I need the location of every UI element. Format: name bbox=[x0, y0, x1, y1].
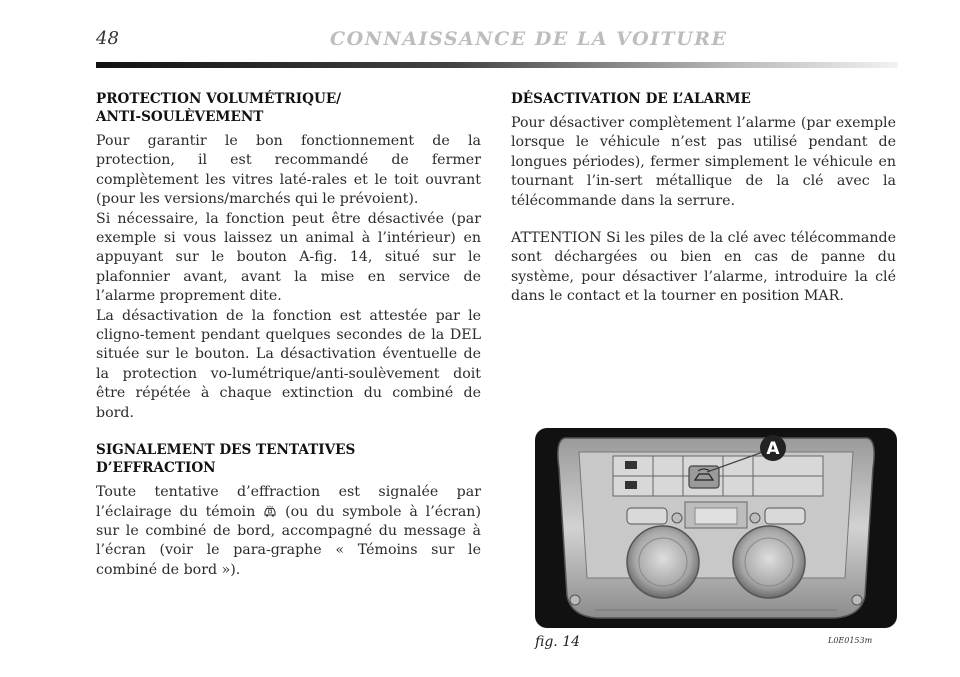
heading-line: SIGNALEMENT DES TENTATIVES bbox=[96, 442, 356, 459]
text-span: (ou du symbole à l’écran) sur le combiné de bord, accompagné du message à l’écran (voir le para-graphe « Témoins sur le combiné de bord »). bbox=[96, 503, 481, 578]
heading-intrusion-signal bbox=[96, 441, 481, 477]
heading-alarm-deactivation: DÉSACTIVATION DE L’ALARME bbox=[511, 91, 751, 107]
page-number: 48 bbox=[96, 28, 119, 49]
paragraph bbox=[96, 483, 481, 580]
paragraph: Pour garantir le bon fonctionnement de la protection, il est recommandé de fermer complètement les vitres laté-rales et le toit ouvrant (pour les versions/marchés qui le prévoient). bbox=[96, 133, 481, 208]
ceiling-console-illustration bbox=[535, 428, 897, 628]
callout-a bbox=[760, 435, 786, 461]
paragraph: Pour désactiver complètement l’alarme (par exemple lorsque le véhicule n’est pas utilisé pendant de longues périodes), fermer simplement le véhicule en tournant l’in-sert métallique de la clé avec la télécommande dans la serrure. bbox=[511, 115, 896, 209]
paragraph: Si nécessaire, la fonction peut être désactivée (par exemple si vous laissez un animal à l’intérieur) en appuyant sur le bouton A-fig. 14, situé sur le plafonnier avant, avant la mise en service de l’alarme proprement dite. bbox=[96, 210, 481, 305]
left-column bbox=[96, 90, 481, 580]
paragraph-attention: ATTENTION Si les piles de la clé avec télécommande sont déchargées ou bien en cas de panne du système, pour désactiver l’alarme, introduire la clé dans le contact et la tourner en position MAR. bbox=[511, 230, 896, 305]
figure-ceiling-console bbox=[535, 428, 897, 628]
right-column bbox=[511, 90, 896, 307]
figure-caption: fig. 14 bbox=[535, 634, 581, 650]
heading-line: ANTI-SOULÈVEMENT bbox=[96, 109, 264, 125]
heading-line: PROTECTION VOLUMÉTRIQUE/ bbox=[96, 91, 342, 107]
header-rule bbox=[96, 62, 898, 68]
paragraph: La désactivation de la fonction est attestée par le cligno-tement pendant quelques secondes de la DEL située sur le bouton. La désactivation éventuelle de la protection vo-lumétrique/anti-soulèvement doit être répétée à chaque extinction du combiné de bord. bbox=[96, 307, 481, 421]
car-alarm-icon bbox=[263, 504, 277, 518]
callout-letter: A bbox=[766, 439, 780, 459]
text-span: Toute tentative d’effraction est signalée par l’éclairage du témoin bbox=[96, 484, 481, 520]
figure-code: L0E0153m bbox=[828, 636, 873, 645]
running-header: CONNAISSANCE DE LA VOITURE bbox=[330, 28, 728, 50]
heading-volumetric-protection bbox=[96, 90, 481, 126]
heading-line: D’EFFRACTION bbox=[96, 460, 216, 477]
